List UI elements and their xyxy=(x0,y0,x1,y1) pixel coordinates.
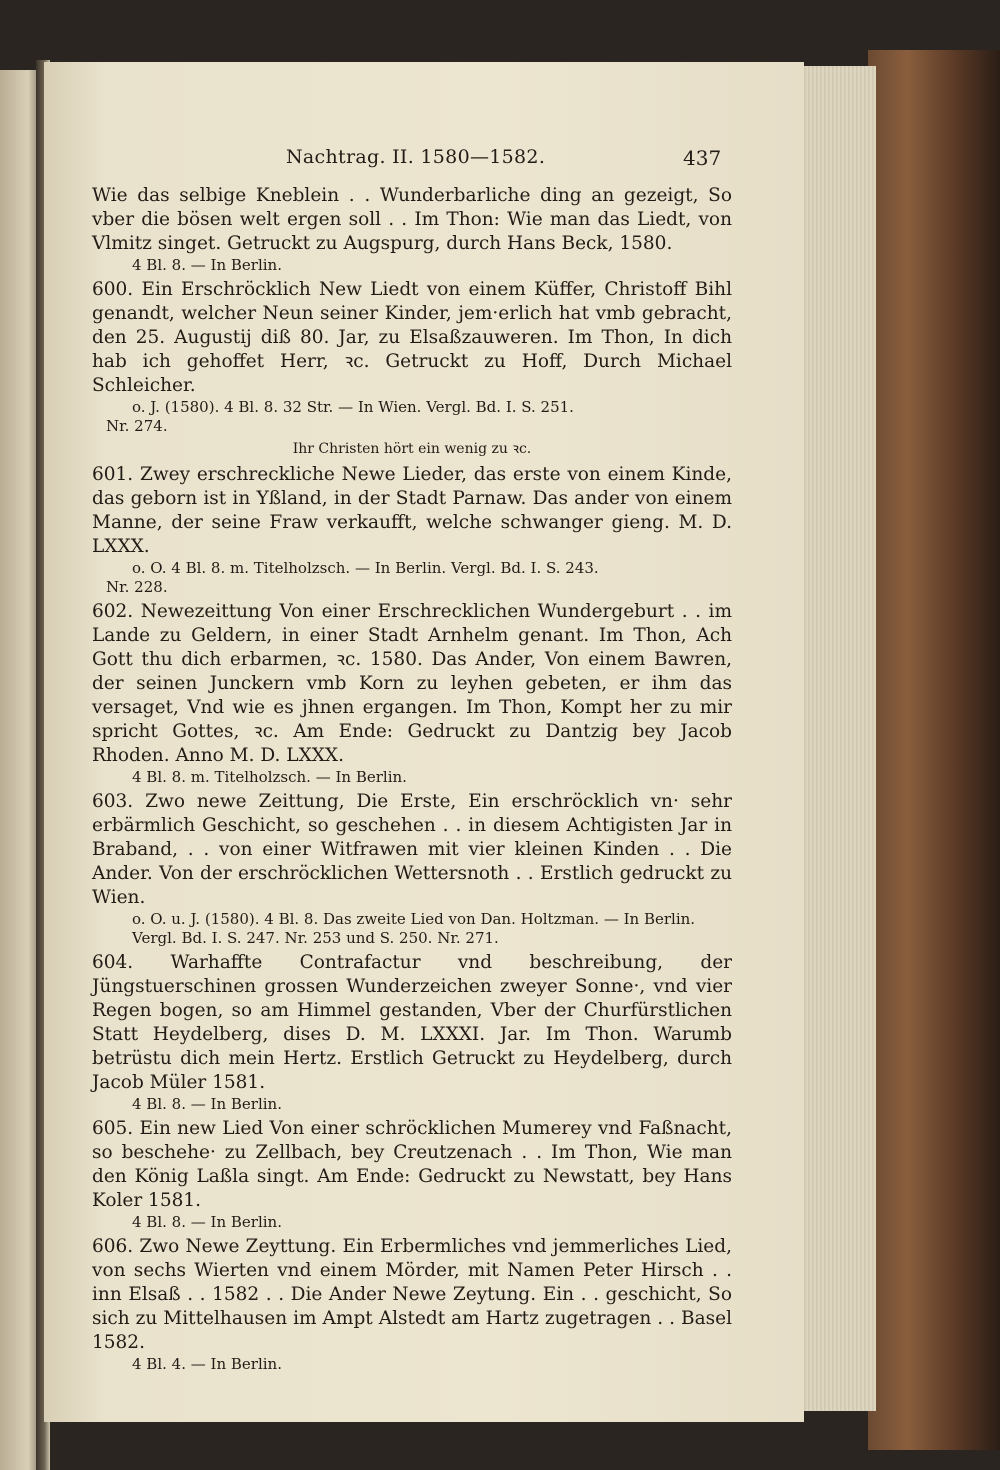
entry-605 xyxy=(92,1117,732,1232)
entry-number: 605. xyxy=(92,1118,134,1139)
entry-holdings: 4 Bl. 8. — In Berlin. xyxy=(132,1213,282,1231)
entry-text: Wie das selbige Kneblein . . Wunderbarliche ding an gezeigt, So vber die bösen welt ergen soll . . Im Thon: Wie man das Liedt, von Vlmitz singet. Getruckt zu Augspurg, durch Hans Beck, 1580. xyxy=(92,185,732,254)
entry-text xyxy=(92,463,732,559)
entry-text xyxy=(92,1235,732,1355)
entry-600 xyxy=(92,278,732,460)
entry-text xyxy=(92,600,732,768)
entry-holdings-cont: Nr. 274. xyxy=(106,417,168,435)
entry-title: Ein Erschröcklich New Liedt von einem Küffer, Christoff Bihl genandt, welcher Neun seiner Kinder, jem·erlich hat vmb gebracht, den 25. Augustij diß 80. Jar, zu Elsaßzauweren. Im Thon, In dich hab ich gehoffet Herr, ꝛc. Getruckt zu Hoff, Durch Michael Schleicher. xyxy=(92,279,732,396)
entry-title: Zwey erschreckliche Newe Lieder, das erste von einem Kinde, das geborn ist in Yßland, in der Stadt Parnaw. Das ander von einem Manne, der seine Fraw verkaufft, welche schwanger gieng. M. D. LXXX. xyxy=(92,464,732,557)
entry-603 xyxy=(92,790,732,948)
entry-text xyxy=(92,951,732,1095)
entry-number: 601. xyxy=(92,464,134,485)
entry-number: 602. xyxy=(92,601,134,622)
entry-incipit: Ihr Christen hört ein wenig zu ꝛc. xyxy=(292,441,532,457)
entry-number: 600. xyxy=(92,279,134,300)
entry-holdings: 4 Bl. 8. — In Berlin. xyxy=(132,256,282,274)
entry-holdings: o. O. 4 Bl. 8. m. Titelholzsch. — In Berlin. Vergl. Bd. I. S. 243. xyxy=(132,559,599,577)
entry-title: Zwo newe Zeittung, Die Erste, Ein erschröcklich vn· sehr erbärmlich Geschicht, so geschehen . . in diesem Achtigisten Jar in Braband, . . von einer Witfrawen mit vier kleinen Kinden . . Die Ander. Von der erschröcklichen Wettersnoth . . Erstlich gedruckt zu Wien. xyxy=(92,791,732,908)
entry-text xyxy=(92,790,732,910)
entry-text xyxy=(92,278,732,398)
entry-title: Ein new Lied Von einer schröcklichen Mumerey vnd Faßnacht, so beschehe· zu Zellbach, bey Creutzenach . . Im Thon, Wie man den König Laßla singt. Am Ende: Gedruckt zu Newstatt, bey Hans Koler 1581. xyxy=(92,1118,732,1211)
continuation-entry xyxy=(92,184,732,275)
entry-holdings: 4 Bl. 8. — In Berlin. xyxy=(132,1095,282,1113)
running-head: Nachtrag. II. 1580—1582. xyxy=(286,146,546,168)
entry-holdings-cont: Nr. 228. xyxy=(106,578,168,596)
entry-title: Newezeittung Von einer Erschrecklichen Wundergeburt . . im Lande zu Geldern, in einer Stadt Arnhelm genant. Im Thon, Ach Gott thu dich erbarmen, ꝛc. 1580. Das Ander, Von einem Bawren, der seinen Junckern vmb Korn zu leyhen gebeten, er ihm das versaget, Vnd wie es jhnen ergangen. Im Thon, Kompt her zu mir spricht Gottes, ꝛc. Am Ende: Gedruckt zu Dantzig bey Jacob Rhoden. Anno M. D. LXXX. xyxy=(92,601,732,766)
entry-title: Zwo Newe Zeyttung. Ein Erbermliches vnd jemmerliches Lied, von sechs Wierten vnd einem Mörder, mit Namen Peter Hirsch . . inn Elsaß . . 1582 . . Die Ander Newe Zeytung. Ein . . geschicht, So sich zu Mittelhausen im Ampt Alstedt am Hartz zugetragen . . Basel 1582. xyxy=(92,1236,732,1353)
entry-number: 606. xyxy=(92,1236,134,1257)
entry-holdings: o. J. (1580). 4 Bl. 8. 32 Str. — In Wien. Vergl. Bd. I. S. 251. xyxy=(132,398,574,416)
entry-text xyxy=(92,1117,732,1213)
entry-holdings: 4 Bl. 4. — In Berlin. xyxy=(132,1355,282,1373)
entry-holdings: o. O. u. J. (1580). 4 Bl. 8. Das zweite Lied von Dan. Holtzman. — In Berlin. Vergl. Bd. I. S. 247. Nr. 253 und S. 250. Nr. 271. xyxy=(132,910,696,947)
entry-601 xyxy=(92,463,732,597)
text-block xyxy=(92,184,732,1377)
facing-page-edge xyxy=(0,70,40,1470)
entry-number: 604. xyxy=(92,952,134,973)
entry-title: Warhaffte Contrafactur vnd beschreibung, der Jüngstuerschinen grossen Wunderzeichen zweyer Sonne·, vnd vier Regen bogen, so am Himmel gestanden, Vber der Churfürstlichen Statt Heydelberg, dises D. M. LXXXI. Jar. Im Thon. Warumb betrüstu dich mein Hertz. Erstlich Getruckt zu Heydelberg, durch Jacob Müler 1581. xyxy=(92,952,732,1093)
entry-602 xyxy=(92,600,732,787)
entry-606 xyxy=(92,1235,732,1374)
page-number: 437 xyxy=(683,146,722,170)
entry-604 xyxy=(92,951,732,1114)
book-cover-edge xyxy=(868,50,1000,1450)
entry-holdings: 4 Bl. 8. m. Titelholzsch. — In Berlin. xyxy=(132,768,407,786)
entry-number: 603. xyxy=(92,791,134,812)
